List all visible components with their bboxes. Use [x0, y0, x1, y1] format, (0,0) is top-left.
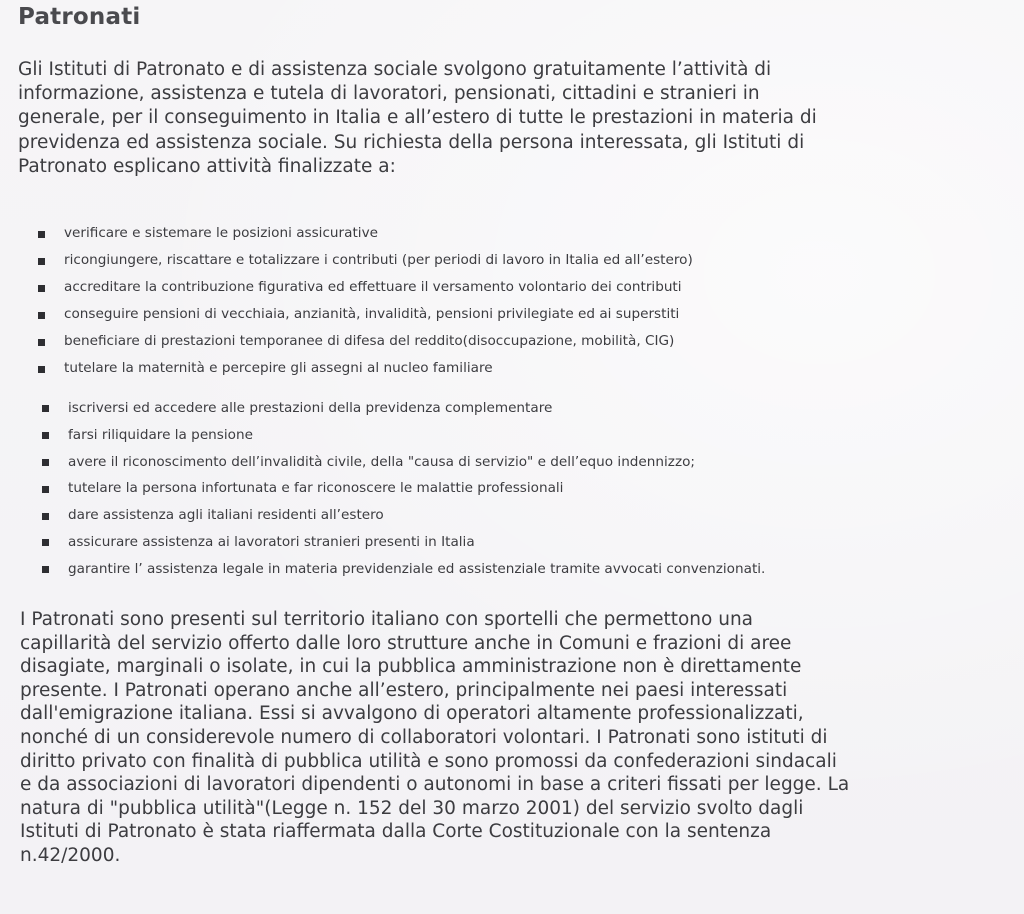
- closing-paragraph: I Patronati sono presenti sul territorio italiano con sportelli che permettono una capillarità del servizio offerto dalle loro strutture anche in Comuni e frazioni di aree disagiate, marginali o isolate, in cui la pubblica amministrazione non è direttamente presente. I Patronati operano anche all’estero, principalmente nei paesi interessati dall'emigrazione italiana. Essi si avvalgono di operatori altamente professionalizzati, nonché di un considerevole numero di collaboratori volontari. I Patronati sono istituti di diritto privato con finalità di pubblica utilità e sono promossi da confederazioni sindacali e da associazioni di lavoratori dipendenti o autonomi in base a criteri fissati per legge. La natura di "pubblica utilità"(Legge n. 152 del 30 marzo 2001) del servizio svolto dagli Istituti di Patronato è stata riaffermata dalla Corte Costituzionale con la sentenza n.42/2000.: [20, 609, 850, 866]
- list-item-text: garantire l’ assistenza legale in materia previdenziale ed assistenziale tramite avvocati convenzionati.: [68, 560, 766, 577]
- activities-list-2: [42, 395, 765, 583]
- list-item-text: iscriversi ed accedere alle prestazioni della previdenza complementare: [68, 400, 553, 416]
- square-bullet-icon: [38, 339, 45, 346]
- square-bullet-icon: [42, 513, 49, 520]
- list-item-text: farsi riliquidare la pensione: [68, 426, 253, 443]
- list-item-text: tutelare la persona infortunata e far riconoscere le malattie professionali: [68, 480, 564, 497]
- list-item: [38, 328, 693, 355]
- list-item: [38, 355, 693, 382]
- list-item: [38, 274, 693, 301]
- list-item-text: accreditare la contribuzione figurativa ed effettuare il versamento volontario dei contributi: [64, 279, 682, 295]
- square-bullet-icon: [42, 405, 49, 412]
- square-bullet-icon: [38, 285, 45, 292]
- list-item-text: dare assistenza agli italiani residenti all’estero: [68, 507, 384, 524]
- list-item: [38, 301, 693, 328]
- square-bullet-icon: [38, 366, 45, 373]
- list-item-text: verificare e sistemare le posizioni assicurative: [64, 225, 378, 241]
- list-item-text: assicurare assistenza ai lavoratori stranieri presenti in Italia: [68, 533, 475, 550]
- page-title: Patronati: [18, 4, 141, 30]
- square-bullet-icon: [42, 539, 49, 546]
- list-item-text: ricongiungere, riscattare e totalizzare i contributi (per periodi di lavoro in Italia ed all’estero): [64, 252, 693, 268]
- list-item: [42, 556, 765, 583]
- list-item: [42, 395, 765, 422]
- activities-list-1: [38, 220, 693, 382]
- list-item-text: conseguire pensioni di vecchiaia, anzianità, invalidità, pensioni privilegiate ed ai superstiti: [64, 306, 680, 322]
- square-bullet-icon: [42, 486, 49, 493]
- list-item: [38, 247, 693, 274]
- list-item-text: avere il riconoscimento dell’invalidità civile, della "causa di servizio" e dell’equo indennizzo;: [68, 453, 695, 470]
- list-item: [42, 529, 765, 556]
- list-item: [42, 475, 765, 502]
- list-item-text: beneficiare di prestazioni temporanee di difesa del reddito(disoccupazione, mobilità, CIG): [64, 333, 675, 349]
- square-bullet-icon: [42, 432, 49, 439]
- list-item-text: tutelare la maternità e percepire gli assegni al nucleo familiare: [64, 360, 493, 376]
- square-bullet-icon: [38, 312, 45, 319]
- square-bullet-icon: [38, 231, 45, 238]
- intro-paragraph: Gli Istituti di Patronato e di assistenza sociale svolgono gratuitamente l’attività di informazione, assistenza e tutela di lavoratori, pensionati, cittadini e stranieri in generale, per il conseguimento in Italia e all’estero di tutte le prestazioni in materia di previdenza ed assistenza sociale. Su richiesta della persona interessata, gli Istituti di Patronato esplicano attività finalizzate a:: [18, 59, 817, 177]
- list-item: [42, 449, 765, 476]
- square-bullet-icon: [38, 258, 45, 265]
- square-bullet-icon: [42, 459, 49, 466]
- list-item: [42, 502, 765, 529]
- square-bullet-icon: [42, 566, 49, 573]
- list-item: [38, 220, 693, 247]
- list-item: [42, 422, 765, 449]
